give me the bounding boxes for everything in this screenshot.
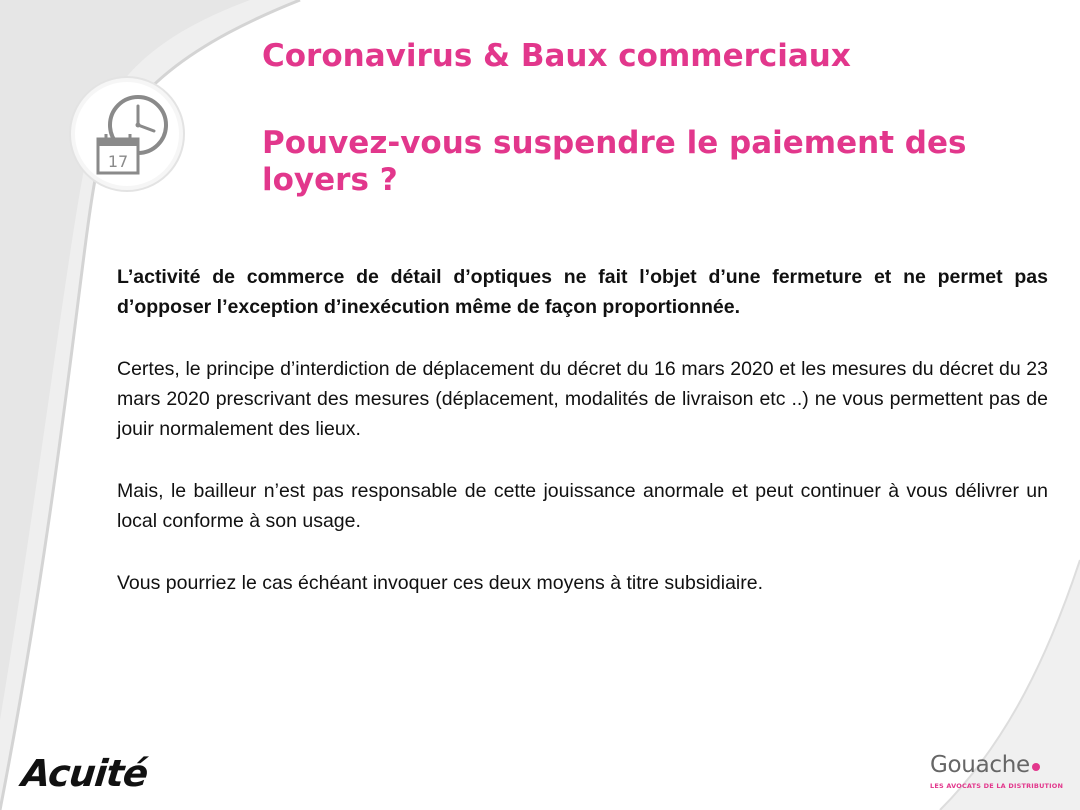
slide-title: Coronavirus & Baux commerciaux: [262, 38, 851, 74]
body-paragraph: Mais, le bailleur n’est pas responsable de cette jouissance anormale et peut continuer à vous délivrer un local conforme à son usage.: [117, 480, 1048, 532]
gouache-logo: [930, 752, 1064, 790]
body-paragraph-lead: L’activité de commerce de détail d’optiques ne fait l’objet d’une fermeture et ne permet pas d’opposer l’exception d’inexécution même de façon proportionnée.: [117, 266, 1048, 318]
body-paragraph: Vous pourriez le cas échéant invoquer ces deux moyens à titre subsidiaire.: [117, 572, 764, 594]
body-paragraph: Certes, le principe d’interdiction de déplacement du décret du 16 mars 2020 et les mesures du décret du 23 mars 2020 prescrivant des mesures (déplacement, modalités de livraison etc ..) ne vous permettent pas de jouir normalement des lieux.: [117, 358, 1048, 440]
acuite-logo: Acuité: [19, 752, 150, 795]
gouache-logo-text: Gouache: [930, 752, 1030, 778]
calendar-clock-icon: [68, 75, 186, 193]
slide-subtitle-text: Pouvez-vous suspendre le paiement des loyers ?: [262, 125, 967, 198]
calendar-day-number: 17: [107, 152, 129, 171]
slide-body: [117, 262, 1048, 630]
gouache-logo-tagline: LES AVOCATS DE LA DISTRIBUTION: [930, 782, 1064, 790]
gouache-logo-wordmark: [930, 752, 1060, 778]
slide-subtitle: [262, 125, 1002, 199]
gouache-logo-dot: [1032, 763, 1040, 771]
